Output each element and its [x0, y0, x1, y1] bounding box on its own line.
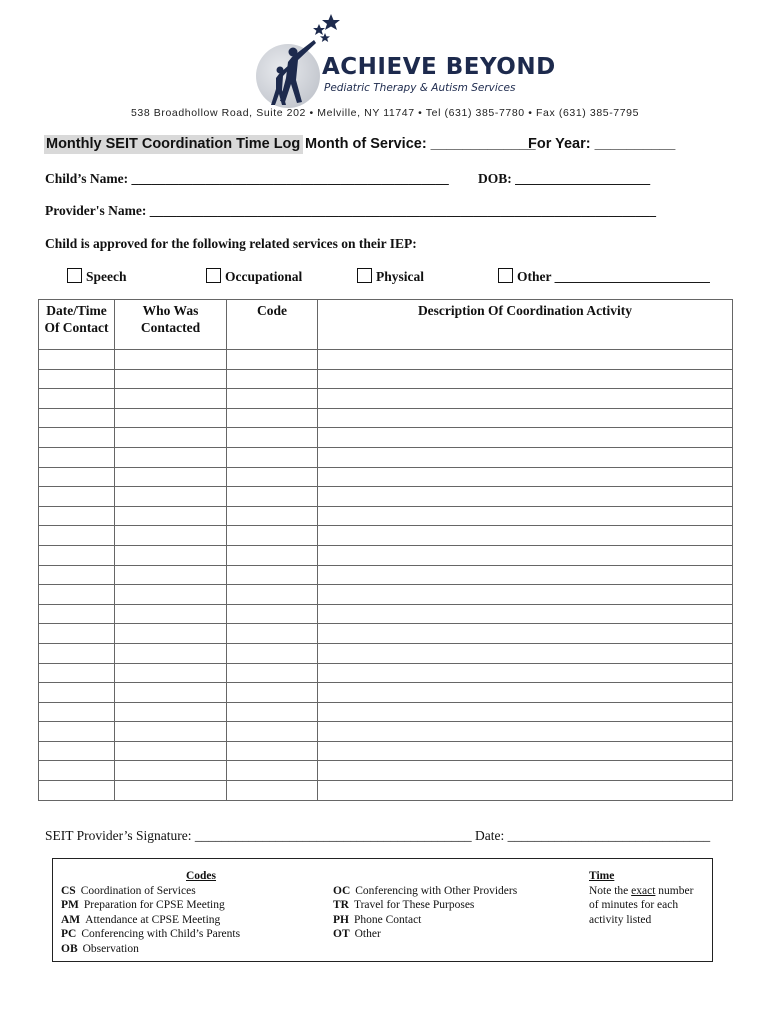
- table-cell[interactable]: [318, 526, 733, 546]
- table-row: [39, 487, 733, 507]
- child-name-field[interactable]: Child’s Name: _______________________________________________: [45, 171, 449, 186]
- logo-tagline: Pediatric Therapy & Autism Services: [324, 82, 516, 94]
- service-option-physical[interactable]: [357, 268, 424, 285]
- for-year-field[interactable]: For Year: __________: [528, 136, 676, 152]
- column-header-date-time: Date/Time Of Contact: [39, 300, 115, 350]
- code-abbreviation: OT: [333, 928, 350, 941]
- table-cell[interactable]: [227, 526, 318, 546]
- coordination-log-table: [38, 299, 733, 801]
- table-cell[interactable]: [115, 389, 227, 409]
- service-label: Other _______________________: [517, 269, 710, 284]
- code-entry: [61, 884, 321, 899]
- code-description: Observation: [82, 942, 139, 955]
- table-cell[interactable]: [318, 604, 733, 624]
- table-cell[interactable]: [318, 389, 733, 409]
- table-cell[interactable]: [318, 408, 733, 428]
- table-row: [39, 702, 733, 722]
- table-cell[interactable]: [227, 585, 318, 605]
- service-option-speech[interactable]: [67, 268, 127, 285]
- table-cell[interactable]: [227, 761, 318, 781]
- table-cell[interactable]: [115, 350, 227, 370]
- service-label: Occupational: [225, 269, 303, 284]
- table-cell[interactable]: [115, 643, 227, 663]
- table-cell[interactable]: [318, 683, 733, 703]
- time-line-3: activity listed: [589, 913, 652, 926]
- table-cell[interactable]: [227, 369, 318, 389]
- table-cell[interactable]: [318, 781, 733, 801]
- code-description: Travel for These Purposes: [353, 899, 475, 912]
- table-cell[interactable]: [115, 761, 227, 781]
- table-cell[interactable]: [39, 761, 115, 781]
- table-row: [39, 389, 733, 409]
- table-cell[interactable]: [115, 585, 227, 605]
- form-title: Monthly SEIT Coordination Time Log: [44, 135, 303, 154]
- table-row: [39, 683, 733, 703]
- table-row: [39, 506, 733, 526]
- table-cell[interactable]: [318, 428, 733, 448]
- table-cell[interactable]: [39, 702, 115, 722]
- table-cell[interactable]: [227, 683, 318, 703]
- logo: [252, 10, 556, 106]
- table-row: [39, 447, 733, 467]
- table-cell[interactable]: [318, 467, 733, 487]
- dob-field[interactable]: DOB: ____________________: [478, 171, 651, 186]
- code-abbreviation: OC: [333, 884, 351, 897]
- table-cell[interactable]: [115, 369, 227, 389]
- table-cell[interactable]: [227, 604, 318, 624]
- code-abbreviation: CS: [61, 884, 76, 897]
- table-row: [39, 545, 733, 565]
- table-cell[interactable]: [227, 565, 318, 585]
- code-entry: [61, 913, 321, 928]
- table-cell[interactable]: [115, 604, 227, 624]
- table-cell[interactable]: [318, 545, 733, 565]
- table-cell[interactable]: [39, 741, 115, 761]
- table-row: [39, 526, 733, 546]
- code-entry: [333, 927, 573, 942]
- table-cell[interactable]: [318, 741, 733, 761]
- table-cell[interactable]: [318, 761, 733, 781]
- table-cell[interactable]: [227, 350, 318, 370]
- table-cell[interactable]: [318, 565, 733, 585]
- table-cell[interactable]: [115, 487, 227, 507]
- occupational-checkbox[interactable]: [206, 268, 221, 283]
- code-description: Other: [354, 928, 381, 941]
- table-cell[interactable]: [227, 663, 318, 683]
- table-cell[interactable]: [39, 467, 115, 487]
- service-option-other[interactable]: [498, 268, 710, 285]
- table-row: [39, 604, 733, 624]
- codes-right-column: [333, 884, 573, 942]
- month-of-service-field[interactable]: Month of Service: _____________: [305, 136, 536, 152]
- table-cell[interactable]: [115, 663, 227, 683]
- table-row: [39, 369, 733, 389]
- code-description: Conferencing with Child’s Parents: [81, 928, 241, 941]
- table-cell[interactable]: [227, 467, 318, 487]
- table-row: [39, 663, 733, 683]
- table-cell[interactable]: [318, 369, 733, 389]
- code-description: Preparation for CPSE Meeting: [83, 899, 225, 912]
- table-row: [39, 428, 733, 448]
- table-cell[interactable]: [39, 369, 115, 389]
- table-cell[interactable]: [115, 741, 227, 761]
- table-cell[interactable]: [227, 506, 318, 526]
- table-cell[interactable]: [115, 722, 227, 742]
- table-cell[interactable]: [115, 467, 227, 487]
- table-row: [39, 624, 733, 644]
- codes-title: Codes: [185, 870, 217, 882]
- services-prompt: Child is approved for the following related services on their IEP:: [45, 236, 417, 251]
- table-row: [39, 781, 733, 801]
- table-cell[interactable]: [39, 643, 115, 663]
- code-entry: [333, 884, 573, 899]
- other-checkbox[interactable]: [498, 268, 513, 283]
- table-cell[interactable]: [227, 389, 318, 409]
- code-description: Attendance at CPSE Meeting: [85, 913, 221, 926]
- table-cell[interactable]: [115, 408, 227, 428]
- table-cell[interactable]: [227, 624, 318, 644]
- code-abbreviation: PM: [61, 899, 79, 912]
- table-cell[interactable]: [39, 506, 115, 526]
- code-description: Phone Contact: [353, 913, 422, 926]
- table-cell[interactable]: [39, 350, 115, 370]
- table-cell[interactable]: [227, 428, 318, 448]
- time-text: number: [655, 884, 694, 897]
- table-cell[interactable]: [115, 506, 227, 526]
- provider-name-field[interactable]: Provider's Name: ___________________________________________________________________________: [45, 203, 656, 218]
- logo-brand-name: ACHIEVE BEYOND: [322, 54, 556, 80]
- codes-left-column: [61, 869, 321, 957]
- time-note: [589, 869, 709, 927]
- table-row: [39, 761, 733, 781]
- speech-checkbox[interactable]: [67, 268, 82, 283]
- codes-legend: [52, 858, 713, 962]
- table-cell[interactable]: [115, 702, 227, 722]
- table-cell[interactable]: [39, 428, 115, 448]
- table-cell[interactable]: [318, 487, 733, 507]
- table-cell[interactable]: [115, 683, 227, 703]
- service-label: Physical: [376, 269, 425, 284]
- table-cell[interactable]: [115, 447, 227, 467]
- codes-right-list: [333, 884, 573, 942]
- table-cell[interactable]: [115, 781, 227, 801]
- table-cell[interactable]: [227, 643, 318, 663]
- service-option-occupational[interactable]: [206, 268, 302, 285]
- table-cell[interactable]: [227, 722, 318, 742]
- table-cell[interactable]: [115, 428, 227, 448]
- table-cell[interactable]: [39, 389, 115, 409]
- code-entry: [333, 898, 573, 913]
- time-line-1: [589, 884, 709, 899]
- table-cell[interactable]: [115, 545, 227, 565]
- table-cell[interactable]: [115, 624, 227, 644]
- table-row: [39, 408, 733, 428]
- table-cell[interactable]: [318, 350, 733, 370]
- table-cell[interactable]: [39, 447, 115, 467]
- signature-date-field[interactable]: Date: ______________________________: [475, 828, 711, 843]
- table-cell[interactable]: [115, 526, 227, 546]
- code-abbreviation: TR: [333, 899, 349, 912]
- column-header-description: Description Of Coordination Activity: [318, 300, 733, 350]
- signature-line: [45, 828, 710, 844]
- code-entry: [61, 942, 321, 957]
- code-description: Coordination of Services: [80, 884, 196, 897]
- table-cell[interactable]: [227, 781, 318, 801]
- table-body: [39, 350, 733, 801]
- table-row: [39, 565, 733, 585]
- code-entry: [333, 913, 573, 928]
- table-row: [39, 467, 733, 487]
- table-cell[interactable]: [39, 526, 115, 546]
- table-cell[interactable]: [318, 663, 733, 683]
- table-cell[interactable]: [39, 585, 115, 605]
- time-text: Note the: [589, 884, 632, 897]
- table-cell[interactable]: [115, 565, 227, 585]
- column-header-who-contacted: Who Was Contacted: [115, 300, 227, 350]
- seit-signature-field[interactable]: SEIT Provider’s Signature: _________________________________________: [45, 828, 472, 843]
- table-cell[interactable]: [227, 741, 318, 761]
- table-header-row: [39, 300, 733, 350]
- table-cell[interactable]: [227, 447, 318, 467]
- table-cell[interactable]: [227, 408, 318, 428]
- table-cell[interactable]: [39, 545, 115, 565]
- table-cell[interactable]: [227, 487, 318, 507]
- table-cell[interactable]: [39, 565, 115, 585]
- table-cell[interactable]: [39, 408, 115, 428]
- table-cell[interactable]: [227, 702, 318, 722]
- time-title: Time: [589, 870, 615, 882]
- table-row: [39, 722, 733, 742]
- code-abbreviation: PC: [61, 928, 77, 941]
- table-row: [39, 585, 733, 605]
- company-address: 538 Broadhollow Road, Suite 202 • Melville, NY 11747 • Tel (631) 385-7780 • Fax (631) 385-7795: [130, 107, 640, 119]
- table-cell[interactable]: [318, 624, 733, 644]
- codes-left-list: [61, 884, 321, 957]
- code-entry: [61, 927, 321, 942]
- table-cell[interactable]: [39, 781, 115, 801]
- code-abbreviation: AM: [61, 913, 81, 926]
- table-row: [39, 643, 733, 663]
- code-entry: [61, 898, 321, 913]
- table-cell[interactable]: [39, 487, 115, 507]
- table-cell[interactable]: [39, 663, 115, 683]
- table-cell[interactable]: [39, 604, 115, 624]
- table-cell[interactable]: [318, 643, 733, 663]
- table-cell[interactable]: [318, 702, 733, 722]
- code-abbreviation: OB: [61, 942, 78, 955]
- table-cell[interactable]: [39, 722, 115, 742]
- table-cell[interactable]: [318, 585, 733, 605]
- code-description: Conferencing with Other Providers: [355, 884, 518, 897]
- service-label: Speech: [86, 269, 127, 284]
- physical-checkbox[interactable]: [357, 268, 372, 283]
- table-cell[interactable]: [318, 447, 733, 467]
- table-row: [39, 741, 733, 761]
- table-cell[interactable]: [318, 722, 733, 742]
- table-cell[interactable]: [318, 506, 733, 526]
- code-abbreviation: PH: [333, 913, 349, 926]
- time-exact-emphasis: exact: [631, 884, 656, 897]
- table-cell[interactable]: [227, 545, 318, 565]
- time-line-2: of minutes for each: [589, 899, 679, 912]
- column-header-code: Code: [227, 300, 318, 350]
- table-row: [39, 350, 733, 370]
- table-cell[interactable]: [39, 624, 115, 644]
- table-cell[interactable]: [39, 683, 115, 703]
